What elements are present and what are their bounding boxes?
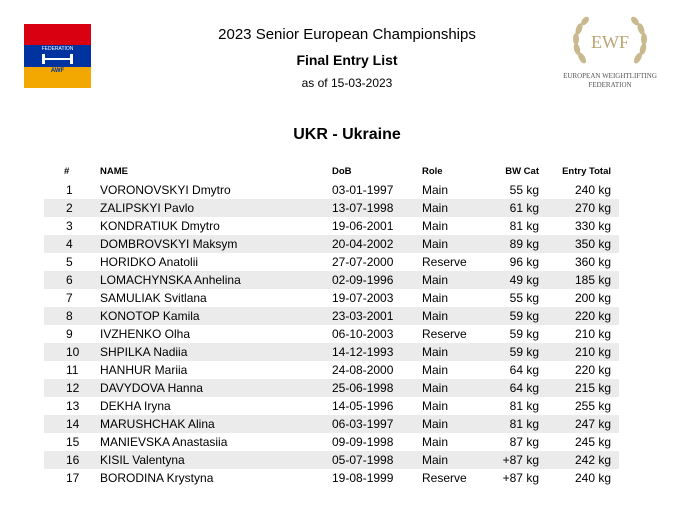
date-of-birth: 27-07-2000 [332,255,394,269]
table-row [44,253,619,271]
entry-total: 270 kg [574,201,611,215]
entry-total: 200 kg [574,291,611,305]
athlete-name: MANIEVSKA Anastasiia [100,435,228,449]
athlete-name: DEKHA Iryna [100,399,171,413]
row-number: 1 [66,183,73,197]
role: Main [422,381,449,395]
table-row [44,289,619,307]
entry-total: 350 kg [574,237,611,251]
country-heading: UKR - Ukraine [293,126,401,143]
bw-category: +87 kg [502,453,539,467]
bw-category: 49 kg [509,273,539,287]
date-of-birth: 24-08-2000 [332,363,394,377]
column-header-name: NAME [100,166,128,177]
date-of-birth: 19-08-1999 [332,471,394,485]
bw-category: 81 kg [509,417,539,431]
table-row [44,235,619,253]
athlete-name: VORONOVSKYI Dmytro [100,183,231,197]
bw-category: 81 kg [509,219,539,233]
athlete-name: HANHUR Mariia [100,363,188,377]
role: Main [422,453,449,467]
date-of-birth: 03-01-1997 [332,183,394,197]
entry-total: 185 kg [574,273,611,287]
bw-category: 55 kg [509,183,539,197]
bw-category: 87 kg [509,435,539,449]
page-subtitle: Final Entry List [296,52,398,68]
date-of-birth: 05-07-1998 [332,453,394,467]
bw-category: +87 kg [502,471,539,485]
row-number: 17 [66,471,80,485]
table-row [44,451,619,469]
page-title: 2023 Senior European Championships [218,26,476,43]
entry-total: 240 kg [574,183,611,197]
ewf-logo-text: EWF [591,32,629,52]
athlete-name: DAVYDOVA Hanna [100,381,203,395]
entry-total: 255 kg [574,399,611,413]
athlete-name: DOMBROVSKYI Maksym [100,237,238,251]
entry-total: 247 kg [574,417,611,431]
bw-category: 55 kg [509,291,539,305]
role: Main [422,291,449,305]
entry-total: 245 kg [574,435,611,449]
athlete-name: SAMULIAK Svitlana [100,291,207,305]
bw-category: 64 kg [509,363,539,377]
row-number: 15 [66,435,80,449]
date-of-birth: 23-03-2001 [332,309,394,323]
table-row [44,397,619,415]
row-number: 13 [66,399,80,413]
entry-total: 215 kg [574,381,611,395]
entry-total: 210 kg [574,345,611,359]
table-row [44,361,619,379]
entry-total: 360 kg [574,255,611,269]
table-row [44,217,619,235]
table-header [44,163,619,181]
row-number: 7 [66,291,73,305]
row-number: 3 [66,219,73,233]
row-number: 5 [66,255,73,269]
list-date: as of 15-03-2023 [301,76,393,90]
role: Main [422,345,449,359]
athlete-name: HORIDKO Anatolii [100,255,199,269]
athlete-name: KONDRATIUK Dmytro [100,219,220,233]
row-number: 9 [66,327,73,341]
bw-category: 59 kg [509,309,539,323]
table-row [44,379,619,397]
table-row [44,307,619,325]
date-of-birth: 06-10-2003 [332,327,394,341]
athlete-name: BORODINA Krystyna [100,471,214,485]
date-of-birth: 19-06-2001 [332,219,394,233]
entry-total: 240 kg [574,471,611,485]
bw-category: 89 kg [509,237,539,251]
row-number: 4 [66,237,73,251]
date-of-birth: 02-09-1996 [332,273,394,287]
bw-category: 61 kg [509,201,539,215]
athlete-name: LOMACHYNSKA Anhelina [100,273,241,287]
athlete-name: KISIL Valentyna [100,453,185,467]
row-number: 8 [66,309,73,323]
table-row [44,433,619,451]
entry-total: 330 kg [574,219,611,233]
bw-category: 59 kg [509,345,539,359]
role: Main [422,399,449,413]
ewf-caption-line-1: EUROPEAN WEIGHTLIFTING [563,72,657,80]
table-row [44,199,619,217]
role: Main [422,363,449,377]
entry-total: 220 kg [574,363,611,377]
bw-category: 96 kg [509,255,539,269]
logo-federation-text: FEDERATION [41,46,74,52]
table-row [44,469,619,487]
role: Main [422,435,449,449]
role: Reserve [422,471,467,485]
bw-category: 81 kg [509,399,539,413]
role: Main [422,183,449,197]
bw-category: 64 kg [509,381,539,395]
column-header-bw-cat: BW Cat [505,166,539,177]
column-header-number: # [64,166,70,177]
row-number: 14 [66,417,80,431]
row-number: 16 [66,453,80,467]
date-of-birth: 19-07-2003 [332,291,394,305]
row-number: 12 [66,381,80,395]
athlete-name: KONOTOP Kamila [100,309,200,323]
row-number: 11 [66,363,79,377]
date-of-birth: 09-09-1998 [332,435,394,449]
table-row [44,271,619,289]
table-row [44,343,619,361]
date-of-birth: 14-12-1993 [332,345,394,359]
date-of-birth: 25-06-1998 [332,381,394,395]
entry-total: 220 kg [574,309,611,323]
table-row [44,325,619,343]
athlete-name: IVZHENKO Olha [100,327,191,341]
logo-awf-text: AWF [50,68,65,74]
column-header-entry-total: Entry Total [562,166,611,177]
row-number: 2 [66,201,73,215]
date-of-birth: 06-03-1997 [332,417,394,431]
table-row [44,415,619,433]
athlete-name: MARUSHCHAK Alina [100,417,215,431]
role: Main [422,417,449,431]
entry-total: 210 kg [574,327,611,341]
role: Main [422,273,449,287]
role: Main [422,309,449,323]
table-row [44,181,619,199]
column-header-role: Role [422,166,443,177]
date-of-birth: 20-04-2002 [332,237,394,251]
role: Reserve [422,327,467,341]
athlete-name: SHPILKA Nadiia [100,345,188,359]
column-header-dob: DoB [332,166,352,177]
athlete-name: ZALIPSKYI Pavlo [100,201,195,215]
row-number: 6 [66,273,73,287]
ewf-caption-line-2: FEDERATION [588,81,632,89]
role: Main [422,237,449,251]
date-of-birth: 14-05-1996 [332,399,394,413]
entry-total: 242 kg [574,453,611,467]
date-of-birth: 13-07-1998 [332,201,394,215]
role: Main [422,201,449,215]
role: Reserve [422,255,467,269]
row-number: 10 [66,345,80,359]
bw-category: 59 kg [509,327,539,341]
role: Main [422,219,449,233]
